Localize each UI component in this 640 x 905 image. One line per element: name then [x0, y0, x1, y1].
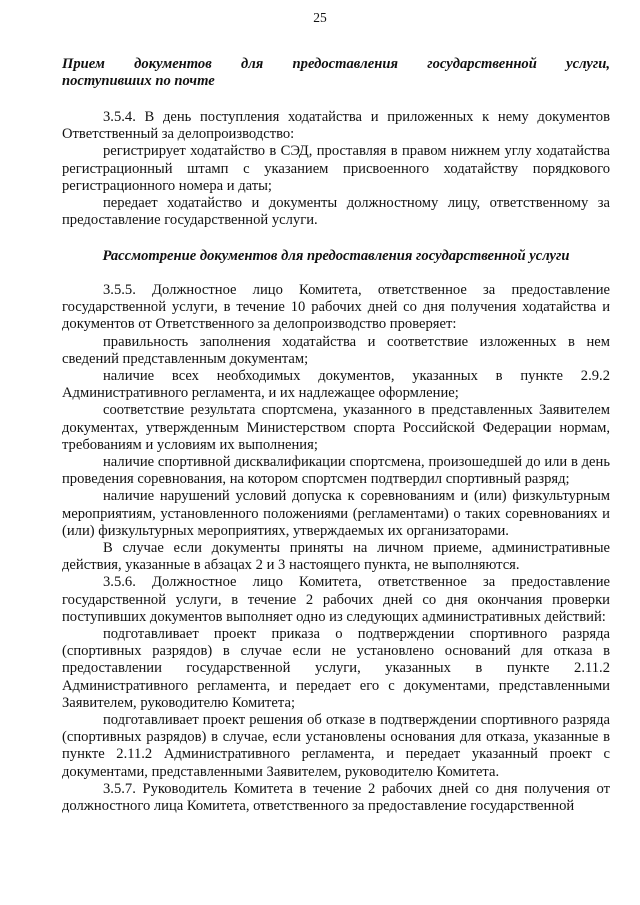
section-review-body: [62, 282, 610, 815]
paragraph: 3.5.5. Должностное лицо Комитета, ответственное за предоставление государственной услуги, в течение 10 рабочих дней со дня получения ходатайства и документов от Ответственного за делопроизводство проверяет:: [62, 282, 610, 333]
section-review: [62, 248, 610, 265]
section-heading-post-receipt: [62, 56, 610, 90]
paragraph: наличие всех необходимых документов, указанных в пункте 2.9.2 Административного регламента, и их надлежащее оформление;: [62, 368, 610, 402]
paragraph: соответствие результата спортсмена, указанного в представленных Заявителем документах, утвержденным Министерством спорта Российской Федерации нормам, требованиям и условиям их выполнения;: [62, 402, 610, 453]
section-post-receipt: [62, 56, 610, 90]
paragraph: подготавливает проект приказа о подтверждении спортивного разряда (спортивных разрядов) в случае если не установлено оснований для отказа в предоставлении государственной услуги, указанных в пункте 2.11.2 Административного регламента, и передает его с документами, представленными Заявителем, руководителю Комитета;: [62, 626, 610, 711]
section-post-receipt-body: [62, 109, 610, 229]
paragraph: правильность заполнения ходатайства и соответствие изложенных в нем сведений представленным документам;: [62, 333, 610, 367]
heading-line-1: Прием документов для предоставления государственной услуги,: [62, 56, 610, 72]
paragraph: регистрирует ходатайство в СЭД, проставляя в правом нижнем углу ходатайства регистрационный штамп с указанием присвоенного ходатайству порядкового регистрационного номера и даты;: [62, 143, 610, 194]
paragraph: 3.5.4. В день поступления ходатайства и приложенных к нему документов Ответственный за делопроизводство:: [62, 109, 610, 143]
paragraph: В случае если документы приняты на личном приеме, административные действия, указанные в абзацах 2 и 3 настоящего пункта, не выполняются.: [62, 540, 610, 574]
paragraph: передает ходатайство и документы должностному лицу, ответственному за предоставление государственной услуги.: [62, 195, 610, 229]
paragraph: наличие спортивной дисквалификации спортсмена, произошедшей до или в день проведения соревнования, на котором спортсмен подтвердил спортивный разряд;: [62, 454, 610, 488]
paragraph: 3.5.7. Руководитель Комитета в течение 2 рабочих дней со дня получения от должностного лица Комитета, ответственного за предоставление государственной: [62, 780, 610, 815]
paragraph: подготавливает проект решения об отказе в подтверждении спортивного разряда (спортивных разрядов) в случае, если установлены основания для отказа, указанные в пункте 2.11.2 Административного регламента, и передает указанный проект с документами, представленными Заявителем, руководителю Комитета.: [62, 712, 610, 780]
paragraph: наличие нарушений условий допуска к соревнованиям и (или) физкультурным мероприятиям, установленного положениями (регламентами) о таких соревнованиях и (или) физкультурных мероприятиях, утверждаемых их организаторами.: [62, 488, 610, 539]
paragraph: 3.5.6. Должностное лицо Комитета, ответственное за предоставление государственной услуги, в течение 2 рабочих дней со дня окончания проверки поступивших документов выполняет одно из следующих административных действий:: [62, 574, 610, 625]
heading-line-2: поступивших по почте: [62, 73, 215, 90]
page-number: 25: [313, 10, 327, 25]
section-heading-review: Рассмотрение документов для предоставления государственной услуги: [102, 248, 570, 264]
